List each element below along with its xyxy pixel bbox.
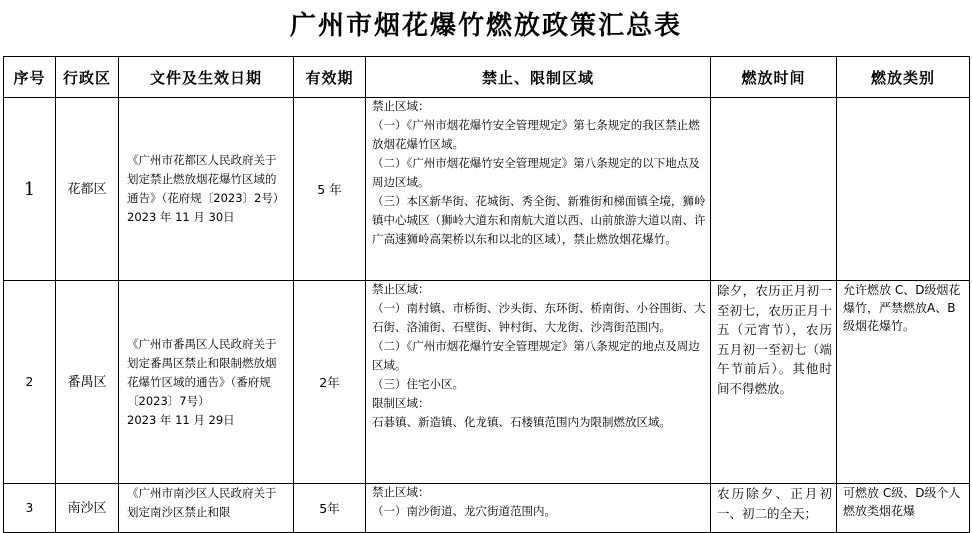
row-index: 1 [4,98,56,281]
zone-line: 禁止区域： [372,485,430,499]
header-document: 文件及生效日期 [119,57,294,98]
zone-line: 限制区域： [372,396,430,410]
row-zones [366,281,711,484]
zone-line: （三）住宅小区。 [372,377,464,391]
document-name: 《广州市番禺区人民政府关于划定番禺区禁止和限制燃放烟花爆竹区域的通告》（番府规〔2023〕7号） [127,336,277,408]
row-district: 花都区 [56,98,119,281]
header-types: 燃放类别 [837,57,970,98]
zone-line: （三）本区新华街、花城街、秀全街、新雅街和梯面镇全境，狮岭镇中心城区（狮岭大道东和南航大道以西、山前旅游大道以南、许广高速狮岭高架桥以东和以北的区域），禁止燃放烟花爆竹。 [372,194,706,246]
row-zones [366,484,711,533]
row-zones [366,98,711,281]
zone-line: （一）南沙街道、龙穴街道范围内。 [372,504,556,518]
zone-line: 禁止区域： [372,99,430,113]
zone-line: 石碁镇、新造镇、化龙镇、石楼镇范围内为限制燃放区域。 [372,415,671,429]
effective-date: 2023 年 11 月 29日 [127,412,235,427]
table-header-row [4,57,970,98]
row-validity: 2年 [294,281,366,484]
header-validity: 有效期 [294,57,366,98]
row-document [119,98,294,281]
row-validity: 5 年 [294,98,366,281]
row-validity: 5年 [294,484,366,533]
row-document [119,484,294,533]
header-times: 燃放时间 [711,57,837,98]
row-times: 农历除夕、正月初一、初二的全天； [711,484,837,533]
row-types: 允许燃放 C、D级烟花爆竹，严禁燃放A、B级烟花爆竹。 [837,281,970,484]
page-title: 广州市烟花爆竹燃放政策汇总表 [289,11,682,41]
row-times: 除夕，农历正月初一至初七，农历正月十五（元宵节），农历五月初一至初七（端午节前后）。其他时间不得燃放。 [711,281,837,484]
row-district: 番禺区 [56,281,119,484]
table-row [4,281,970,484]
policy-table [3,56,970,533]
row-types: 可燃放 C级、D级个人燃放类烟花爆 [837,484,970,533]
effective-date: 2023 年 11 月 30日 [127,210,235,224]
document-name: 《广州市花都区人民政府关于划定禁止燃放烟花爆竹区域的通告》（花府规〔2023〕2号） [127,153,285,205]
header-index: 序号 [4,57,56,98]
header-zones: 禁止、限制区域 [366,57,711,98]
document-name: 《广州市南沙区人民政府关于划定南沙区禁止和限 [127,486,277,519]
zone-line: （二）《广州市烟花爆竹安全管理规定》第八条规定的以下地点及周边区域。 [372,156,700,189]
row-times [711,98,837,281]
table-row [4,484,970,533]
zone-line: 禁止区域： [372,282,430,296]
zone-line: （二）《广州市烟花爆竹安全管理规定》第八条规定的地点及周边区域。 [372,339,700,372]
row-document [119,281,294,484]
zone-line: （一）南村镇、市桥街、沙头街、东环街、桥南街、小谷围街、大石街、洛浦街、石壁街、钟村街、大龙街、沙湾街范围内。 [372,301,706,334]
zone-line: （一）《广州市烟花爆竹安全管理规定》第七条规定的我区禁止燃放烟花爆竹区域。 [372,118,700,151]
row-index: 2 [4,281,56,484]
row-types [837,98,970,281]
header-district: 行政区 [56,57,119,98]
table-row [4,98,970,281]
row-district: 南沙区 [56,484,119,533]
row-index: 3 [4,484,56,533]
